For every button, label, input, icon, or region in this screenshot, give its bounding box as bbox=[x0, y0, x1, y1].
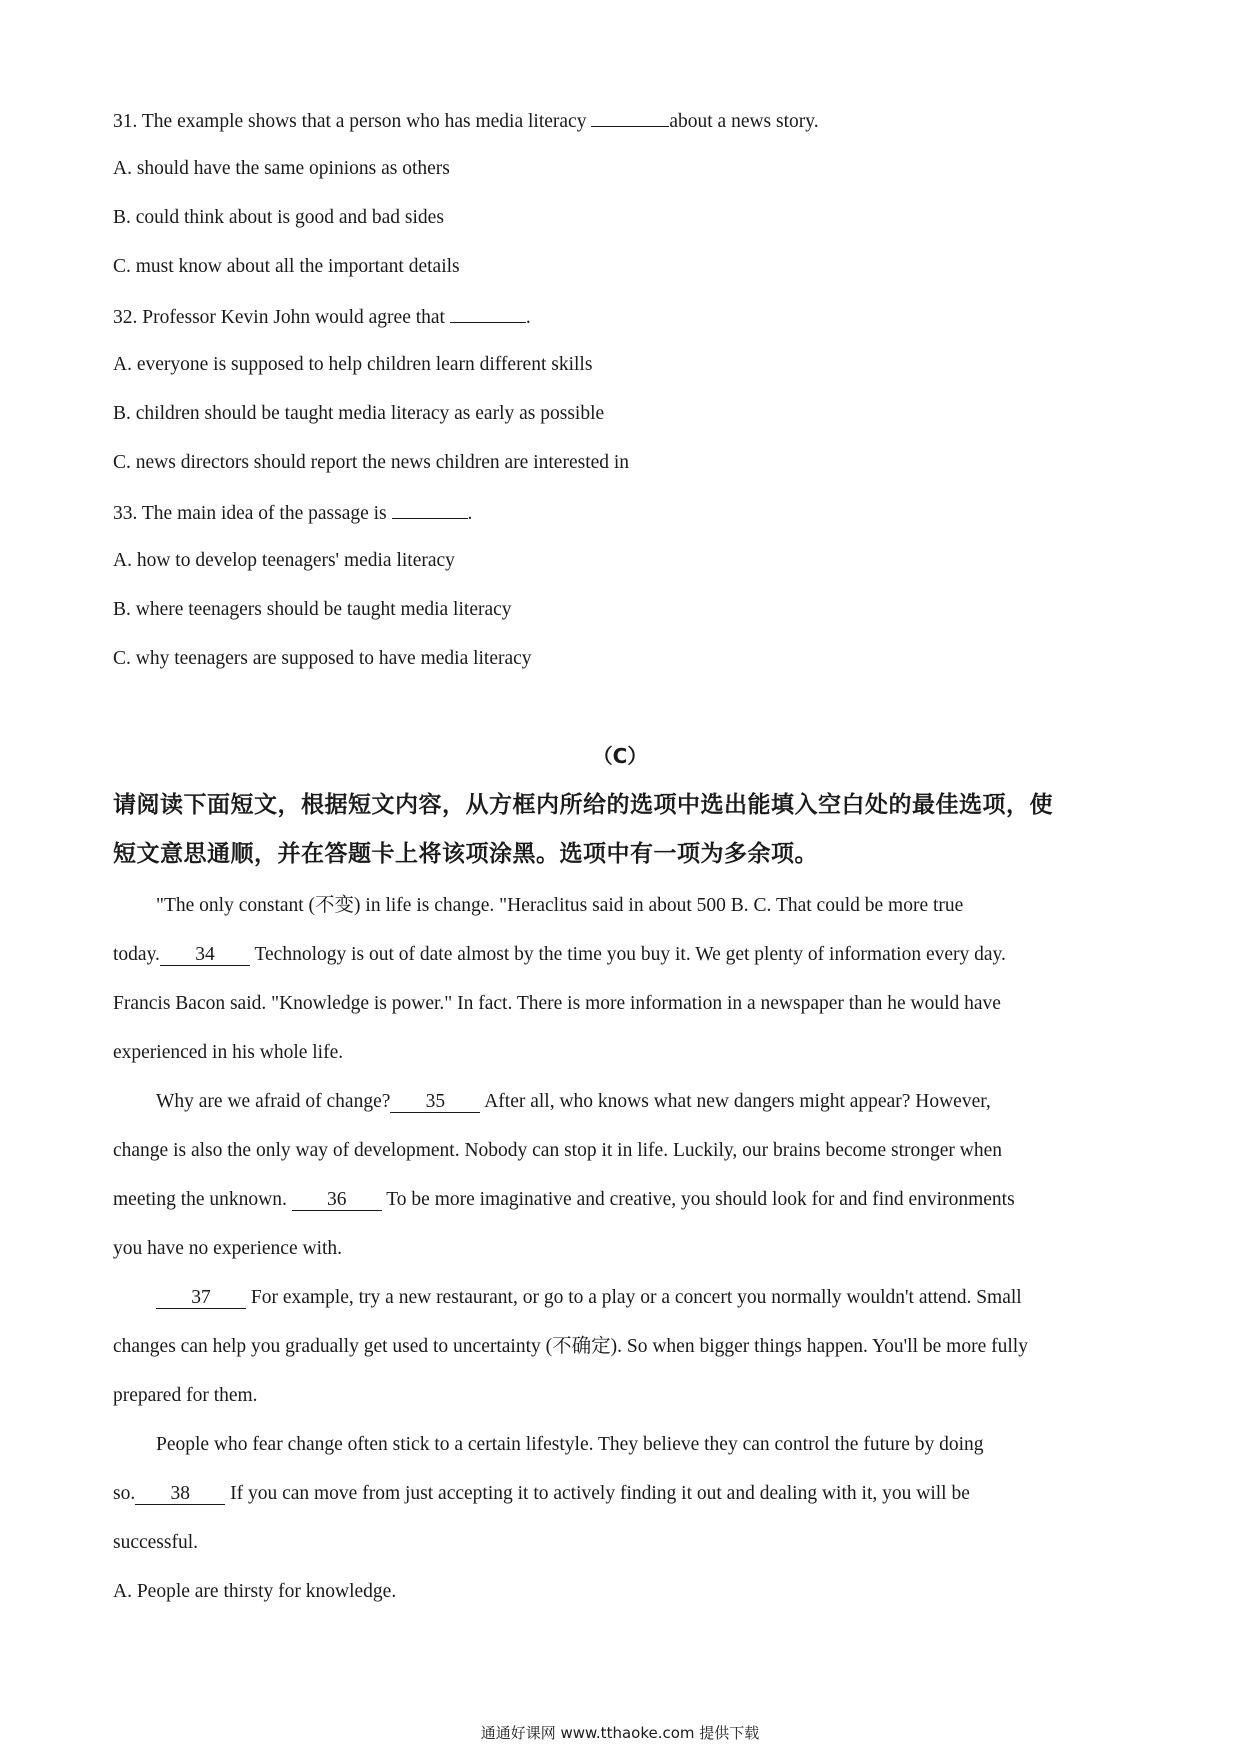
answer-blank bbox=[591, 108, 669, 127]
option-b: B. where teenagers should be taught media literacy bbox=[113, 599, 512, 620]
passage-line bbox=[113, 943, 1006, 967]
passage-line: changes can help you gradually get used to uncertainty (不确定). So when bigger things happen. You'll be more fully bbox=[113, 1336, 1028, 1357]
passage-line: change is also the only way of development. Nobody can stop it in life. Luckily, our brains become stronger when bbox=[113, 1140, 1003, 1161]
passage-line bbox=[113, 1188, 1015, 1212]
stem-text: . bbox=[467, 503, 473, 524]
passage-line: prepared for them. bbox=[113, 1385, 258, 1406]
passage-line bbox=[156, 1286, 1022, 1310]
section-instruction: 请阅读下面短文，根据短文内容，从方框内所给的选项中选出能填入空白处的最佳选项，使 bbox=[113, 792, 1053, 818]
passage-line: successful. bbox=[113, 1532, 199, 1553]
blank-37: 37 bbox=[156, 1288, 246, 1309]
passage-text: meeting the unknown. bbox=[113, 1189, 292, 1210]
blank-35: 35 bbox=[390, 1092, 480, 1113]
passage-line bbox=[156, 1090, 991, 1114]
option-b: B. could think about is good and bad sides bbox=[113, 207, 444, 228]
passage-line: experienced in his whole life. bbox=[113, 1042, 344, 1063]
passage-line: Francis Bacon said. "Knowledge is power." In fact. There is more information in a newspaper than he would have bbox=[113, 993, 1001, 1014]
answer-blank bbox=[450, 304, 526, 323]
passage-text: Technology is out of date almost by the time you buy it. We get plenty of information every day. bbox=[249, 944, 1006, 965]
blank-36: 36 bbox=[292, 1190, 382, 1211]
stem-text: 32. Professor Kevin John would agree that bbox=[113, 307, 450, 328]
passage-text: today. bbox=[113, 944, 160, 965]
passage-text: After all, who knows what new dangers might appear? However, bbox=[480, 1091, 991, 1112]
passage-line: "The only constant (不变) in life is change. "Heraclitus said in about 500 B. C. That could be more true bbox=[156, 895, 964, 916]
blank-34: 34 bbox=[160, 945, 250, 966]
passage-text: so. bbox=[113, 1483, 136, 1504]
question-stem bbox=[113, 500, 472, 526]
option-b: B. children should be taught media literacy as early as possible bbox=[113, 403, 605, 424]
option-a: A. should have the same opinions as others bbox=[113, 158, 450, 179]
passage-line bbox=[113, 1482, 970, 1506]
stem-text: . bbox=[525, 307, 531, 328]
passage-line: People who fear change often stick to a certain lifestyle. They believe they can control the future by doing bbox=[156, 1434, 984, 1455]
section-heading: （C） bbox=[592, 744, 648, 768]
section-instruction: 短文意思通顺，并在答题卡上将该项涂黑。选项中有一项为多余项。 bbox=[113, 841, 818, 867]
option-c: C. why teenagers are supposed to have media literacy bbox=[113, 648, 532, 669]
passage-text: If you can move from just accepting it to actively finding it out and dealing with it, you will be bbox=[225, 1483, 970, 1504]
question-stem bbox=[113, 108, 819, 134]
passage-line: you have no experience with. bbox=[113, 1238, 343, 1259]
passage-text: For example, try a new restaurant, or go to a play or a concert you normally wouldn't attend. Small bbox=[246, 1287, 1022, 1308]
question-stem bbox=[113, 304, 531, 330]
option-c: C. news directors should report the news children are interested in bbox=[113, 452, 630, 473]
footer: 通通好课网 www.tthaoke.com 提供下载 bbox=[480, 1724, 760, 1742]
option-a: A. how to develop teenagers' media literacy bbox=[113, 550, 455, 571]
blank-38: 38 bbox=[135, 1484, 225, 1505]
option-a: A. everyone is supposed to help children learn different skills bbox=[113, 354, 593, 375]
stem-text: 33. The main idea of the passage is bbox=[113, 503, 392, 524]
answer-blank bbox=[392, 500, 468, 519]
stem-text: about a news story. bbox=[669, 111, 819, 132]
passage-text: To be more imaginative and creative, you should look for and find environments bbox=[381, 1189, 1015, 1210]
passage-text: Why are we afraid of change? bbox=[156, 1091, 391, 1112]
option-c: C. must know about all the important details bbox=[113, 256, 460, 277]
stem-text: 31. The example shows that a person who has media literacy bbox=[113, 111, 592, 132]
option-a: A. People are thirsty for knowledge. bbox=[113, 1581, 397, 1602]
